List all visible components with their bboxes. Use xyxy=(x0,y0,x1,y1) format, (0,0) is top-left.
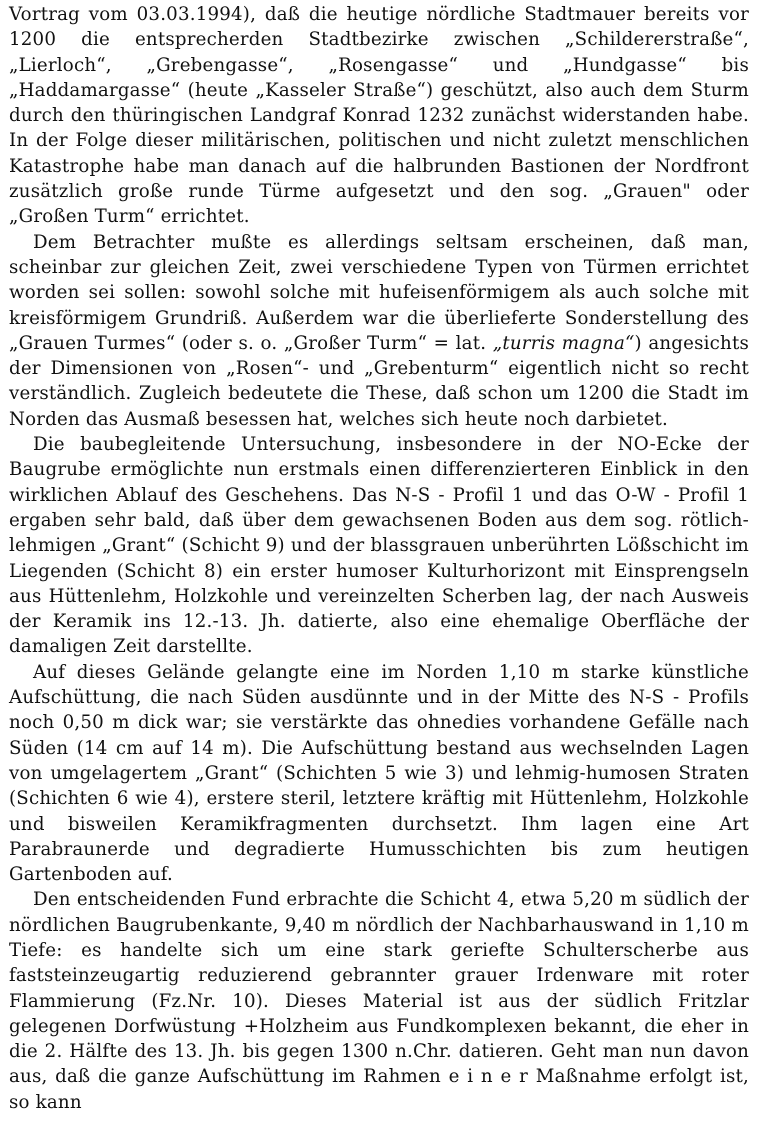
paragraph-5 xyxy=(9,887,749,1115)
paragraph-2-text-a: Dem Betrachter mußte es allerdings seltsam erscheinen, daß man, scheinbar zur gleichen Zeit, zwei verschiedene Typen von Türmen errichtet worden sei sollen: sowohl solche mit hufeisenförmigem als auch solche mit kreisförmigem Grundriß. Außerdem war die überlieferte Sonderstellung des „Grauen Turmes“ (oder s. o. „Großer Turm“ = lat. xyxy=(9,231,749,354)
paragraph-2-text-b: ) angesichts der Dimensionen von „Rosen“- und „Grebenturm“ eigentlich nicht so recht verständlich. Zugleich bedeutete die These, daß schon um 1200 die Stadt im Norden das Ausmaß besessen hat, welches sich heute noch darbietet. xyxy=(9,332,750,430)
paragraph-5-text: Den entscheidenden Fund erbrachte die Schicht 4, etwa 5,20 m südlich der nördlichen Baugrubenkante, 9,40 m nördlich der Nachbarhauswand in 1,10 m Tiefe: es handelte sich um eine stark geriefte Schulterscherbe aus faststeinzeugartig reduzierend gebrannter grauer Irdenware mit roter Flammierung (Fz.Nr. 10). Dieses Material ist aus der südlich Fritzlar gelegenen Dorfwüstung +Holzheim aus Fundkomplexen bekannt, die eher in die 2. Hälfte des 13. Jh. bis gegen 1300 n.Chr. datieren. Geht man nun davon aus, daß die ganze Aufschüttung im Rahmen e i n e r Maßnahme erfolgt ist, so kann xyxy=(9,889,749,1113)
paragraph-4 xyxy=(9,660,749,888)
paragraph-3-text: Die baubegleitende Untersuchung, insbesondere in der NO-Ecke der Baugrube ermöglichte nun erstmals einen differenzierteren Einblick in den wirklichen Ablauf des Geschehens. Das N-S - Profil 1 und das O-W - Profil 1 ergaben sehr bald, daß über dem gewachsenen Boden aus dem sog. rötlich-lehmigen „Grant“ (Schicht 9) und der blassgrauen unberührten Lößschicht im Liegenden (Schicht 8) ein erster humoser Kulturhorizont mit Einsprengseln aus Hüttenlehm, Holzkohle und vereinzelten Scherben lag, der nach Ausweis der Keramik ins 12.-13. Jh. datierte, also eine ehemalige Oberfläche der damaligen Zeit darstellte. xyxy=(9,434,749,658)
latin-term-turris-magna: „turris magna“ xyxy=(492,332,635,354)
paragraph-2 xyxy=(9,230,749,432)
paragraph-1-text: Vortrag vom 03.03.1994), daß die heutige nördliche Stadtmauer bereits vor 1200 die entsprecherden Stadtbezirke zwischen „Schildererstraße“, „Lierloch“, „Grebengasse“, „Rosengasse“ und „Hundgasse“ bis „Haddamargasse“ (heute „Kasseler Straße“) geschützt, also auch dem Sturm durch den thüringischen Landgraf Konrad 1232 zunächst widerstanden habe. In der Folge dieser militärischen, politischen und nicht zuletzt menschlichen Katastrophe habe man danach auf die halbrunden Bastionen der Nordfront zusätzlich große runde Türme aufgesetzt und den sog. „Grauen" oder „Großen Turm“ errichtet. xyxy=(9,4,749,228)
paragraph-1 xyxy=(9,2,749,230)
paragraph-4-text: Auf dieses Gelände gelangte eine im Norden 1,10 m starke künstliche Aufschüttung, die nach Süden ausdünnte und in der Mitte des N-S - Profils noch 0,50 m dick war; sie verstärkte das ohnedies vorhandene Gefälle nach Süden (14 cm auf 14 m). Die Aufschüttung bestand aus wechselnden Lagen von umgelagertem „Grant“ (Schichten 5 wie 3) und lehmig-humosen Straten (Schichten 6 wie 4), erstere steril, letztere kräftig mit Hüttenlehm, Holzkohle und bisweilen Keramikfragmenten durchsetzt. Ihm lagen eine Art Parabraunerde und degradierte Humusschichten bis zum heutigen Gartenboden auf. xyxy=(9,661,749,886)
paragraph-3 xyxy=(9,432,749,660)
